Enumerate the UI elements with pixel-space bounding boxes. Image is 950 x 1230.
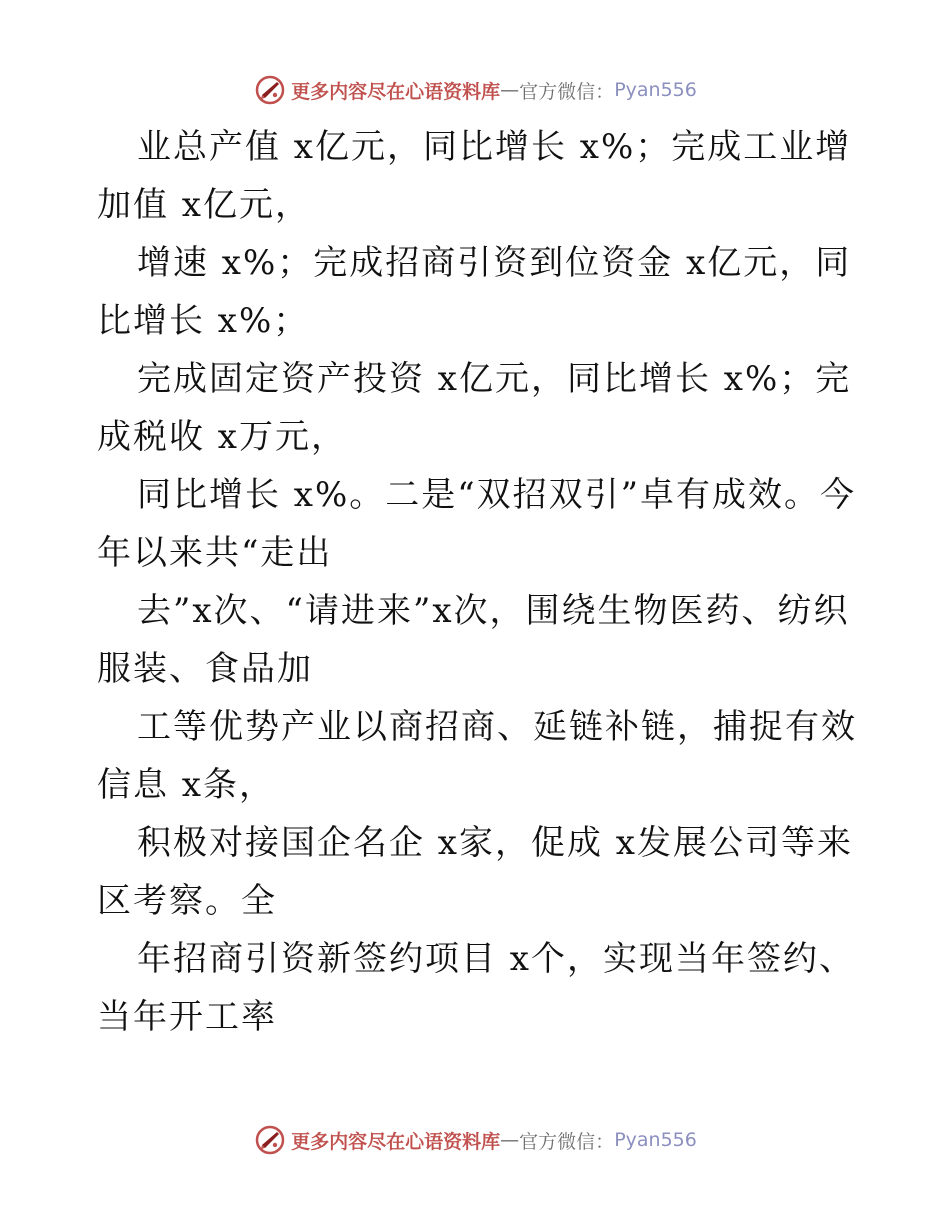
watermark-dash: — xyxy=(500,79,520,101)
seal-logo-icon xyxy=(253,1123,287,1157)
paragraph: 同比增长 x%。二是“双招双引”卓有成效。今年以来共“走出 xyxy=(97,475,857,573)
paragraph: 去”x次、“请进来”x次，围绕生物医药、纺织服装、食品加 xyxy=(97,591,850,689)
watermark-wechat-label: 官方微信： xyxy=(519,80,615,103)
watermark-site-text: 更多内容尽在心语资料库 xyxy=(291,80,501,103)
seal-logo-icon xyxy=(253,73,287,107)
header-watermark xyxy=(0,70,950,110)
paragraph: 完成固定资产投资 x亿元，同比增长 x%；完成税收 x万元， xyxy=(97,359,852,457)
paragraph: 业总产值 x亿元，同比增长 x%；完成工业增加值 x亿元， xyxy=(97,127,852,225)
watermark-dash: — xyxy=(500,1129,520,1151)
paragraph: 积极对接国企名企 x家，促成 x发展公司等来区考察。全 xyxy=(97,823,853,921)
footer-watermark xyxy=(0,1120,950,1160)
watermark-wechat-id: Pyan556 xyxy=(614,79,697,101)
watermark-site-text: 更多内容尽在心语资料库 xyxy=(291,1130,501,1153)
paragraph: 增速 x%；完成招商引资到位资金 x亿元，同比增长 x%； xyxy=(97,243,852,341)
watermark-wechat-id: Pyan556 xyxy=(614,1129,697,1151)
paragraph: 工等优势产业以商招商、延链补链，捕捉有效信息 x条， xyxy=(97,707,857,805)
paragraph: 年招商引资新签约项目 x个，实现当年签约、当年开工率 xyxy=(97,939,855,1037)
watermark-wechat-label: 官方微信： xyxy=(519,1130,615,1153)
document-body xyxy=(97,118,857,1046)
